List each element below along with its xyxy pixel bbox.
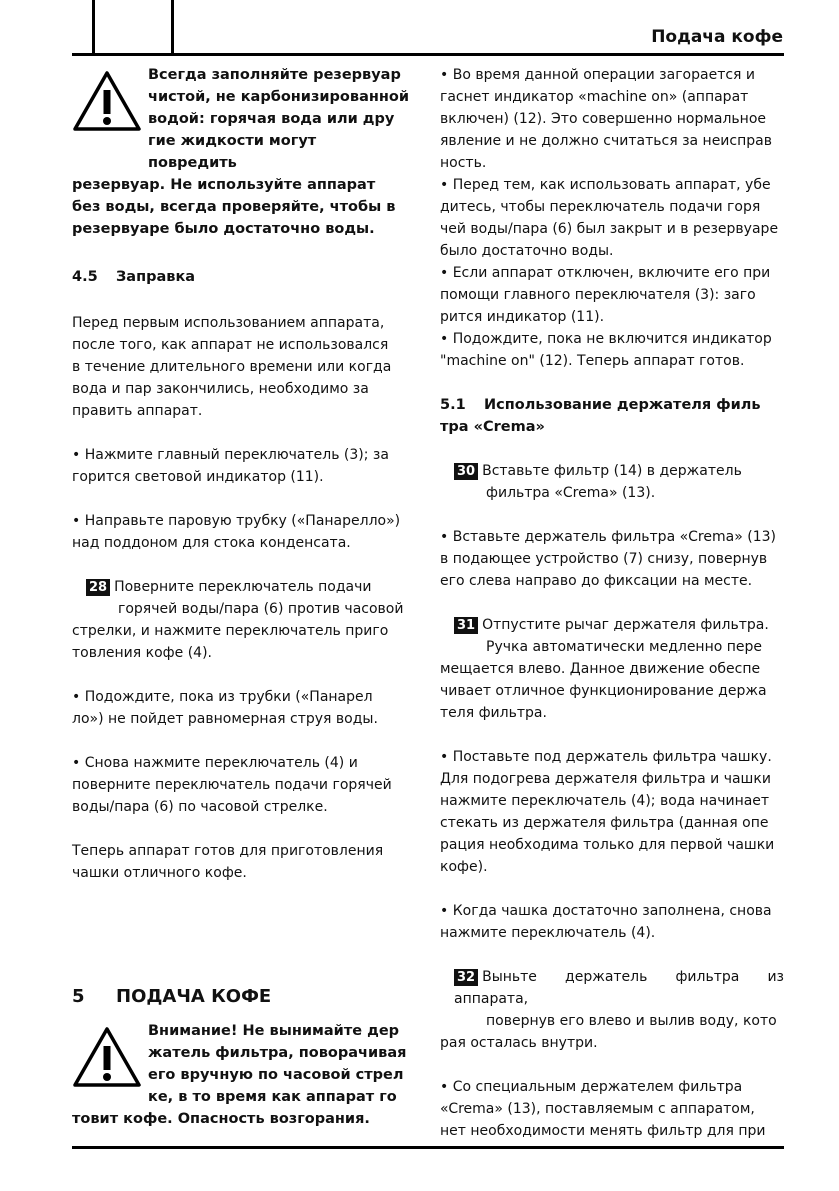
bullet-switch-on — [440, 262, 784, 328]
warning-line: резервуар. Не используйте аппарат — [72, 177, 376, 193]
text-line: чей воды/пара (6) был закрыт и в резервуаре — [440, 221, 779, 237]
step-number-badge: 32 — [454, 969, 478, 986]
section-number: 4.5 — [72, 269, 98, 285]
warning-line: гие жидкости могут повредить — [148, 133, 317, 171]
text-line: • Когда чашка достаточно заполнена, снова — [440, 903, 772, 919]
warning-line: Внимание! Не вынимайте дер — [148, 1023, 400, 1039]
text-line: Выньте держатель фильтра из аппарата, — [454, 969, 784, 1007]
bullet-crema-holder — [440, 1076, 784, 1142]
section-title: Заправка — [116, 269, 196, 285]
text-line: гаснет индикатор «machine on» (аппарат — [440, 89, 749, 105]
paragraph-intro — [72, 312, 410, 422]
text-line: горячей воды/пара (6) против часовой — [118, 601, 404, 617]
step-32 — [440, 966, 784, 1054]
step-number-badge: 28 — [86, 579, 110, 596]
bullet-press-again — [72, 752, 410, 818]
text-line: в подающее устройство (7) снизу, повернув — [440, 551, 768, 567]
text-line: Отпустите рычаг держателя фильтра. — [482, 617, 769, 633]
text-line: рация необходима только для первой чашки — [440, 837, 775, 853]
text-line: • Подождите, пока не включится индикатор — [440, 331, 772, 347]
text-line: • Направьте паровую трубку («Панарелло») — [72, 513, 401, 529]
text-line: ность. — [440, 155, 487, 171]
warning-line: чистой, не карбонизированной — [148, 89, 410, 105]
warning-block-reservoir — [72, 64, 410, 240]
step-30 — [440, 460, 784, 504]
bullet-cup-full — [440, 900, 784, 944]
left-column — [72, 64, 410, 1130]
step-31 — [440, 614, 784, 724]
text-line: • Со специальным держателем фильтра — [440, 1079, 743, 1095]
section-heading-4-5 — [72, 266, 410, 288]
warning-text-full — [72, 1108, 410, 1130]
text-line: явление и не должно считаться за неисправ — [440, 133, 772, 149]
text-line: повернув его влево и вылив воду, кото — [486, 1013, 777, 1029]
text-line: Для подогрева держателя фильтра и чашки — [440, 771, 771, 787]
text-line: • Подождите, пока из трубки («Панарел — [72, 689, 373, 705]
paragraph-ready — [72, 840, 410, 884]
text-line: товления кофе (4). — [72, 645, 212, 661]
section-title: тра «Crema» — [440, 419, 545, 435]
bullet-indicator-blink — [440, 64, 784, 174]
text-line: • Во время данной операции загорается и — [440, 67, 756, 83]
warning-text-full — [72, 174, 410, 240]
text-line: "machine on" (12). Теперь аппарат готов. — [440, 353, 745, 369]
text-line: нажмите переключатель (4). — [440, 925, 656, 941]
text-line: над поддоном для стока конденсата. — [72, 535, 351, 551]
bullet-insert-holder — [440, 526, 784, 592]
step-28 — [72, 576, 410, 664]
text-line: после того, как аппарат не использовался — [72, 337, 389, 353]
section-title: ПОДАЧА КОФЕ — [116, 986, 272, 1007]
section-heading-5-1 — [440, 394, 784, 438]
text-line: рая осталась внутри. — [440, 1035, 598, 1051]
step-number-badge: 31 — [454, 617, 478, 634]
text-line: включен) (12). Это совершенно нормальное — [440, 111, 767, 127]
bullet-place-cup — [440, 746, 784, 878]
text-line: • Поставьте под держатель фильтра чашку. — [440, 749, 772, 765]
warning-line: его вручную по часовой стрел — [148, 1067, 404, 1083]
text-line: рится индикатор (11). — [440, 309, 605, 325]
bullet-wait-water — [72, 686, 410, 730]
text-line: мещается влево. Данное движение обеспе — [440, 661, 761, 677]
text-line: «Crema» (13), поставляемым с аппаратом, — [440, 1101, 755, 1117]
text-line: чивает отличное функционирование держа — [440, 683, 767, 699]
text-line: • Вставьте держатель фильтра «Crema» (13) — [440, 529, 776, 545]
warning-block-filter — [72, 1020, 410, 1130]
text-line: нажмите переключатель (4); вода начинает — [440, 793, 770, 809]
text-line: Поверните переключатель подачи — [114, 579, 372, 595]
warning-triangle-icon — [72, 1026, 142, 1088]
warning-triangle-icon — [72, 70, 142, 132]
warning-line: водой: горячая вода или дру — [148, 111, 395, 127]
text-line: поверните переключатель подачи горячей — [72, 777, 392, 793]
text-line: было достаточно воды. — [440, 243, 614, 259]
step-number-badge: 30 — [454, 463, 478, 480]
text-line: воды/пара (6) по часовой стрелке. — [72, 799, 328, 815]
text-line: его слева направо до фиксации на месте. — [440, 573, 753, 589]
bullet-check-switch — [440, 174, 784, 262]
text-line: стекать из держателя фильтра (данная опе — [440, 815, 769, 831]
text-line: теля фильтра. — [440, 705, 547, 721]
bullet-steam-tube — [72, 510, 410, 554]
warning-line: ке, в то время как аппарат го — [148, 1089, 397, 1105]
text-line: • Снова нажмите переключатель (4) и — [72, 755, 358, 771]
text-line: Теперь аппарат готов для приготовления — [72, 843, 384, 859]
text-line: Ручка автоматически медленно пере — [486, 639, 763, 655]
text-line: чашки отличного кофе. — [72, 865, 247, 881]
text-line: нет необходимости менять фильтр для при — [440, 1123, 766, 1139]
text-line: вода и пар закончились, необходимо за — [72, 381, 369, 397]
text-line: ло») не пойдет равномерная струя воды. — [72, 711, 378, 727]
running-title: Подача кофе — [651, 27, 783, 47]
header-rule — [72, 53, 784, 56]
text-line: Перед первым использованием аппарата, — [72, 315, 385, 331]
warning-line: товит кофе. Опасность возгорания. — [72, 1111, 370, 1127]
text-line: горится световой индикатор (11). — [72, 469, 324, 485]
section-heading-5 — [72, 986, 410, 1008]
footer-rule — [72, 1146, 784, 1149]
warning-line: резервуаре было достаточно воды. — [72, 221, 375, 237]
warning-line: без воды, всегда проверяйте, чтобы в — [72, 199, 396, 215]
text-line: дитесь, чтобы переключатель подачи горя — [440, 199, 761, 215]
text-line: помощи главного переключателя (3): заго — [440, 287, 756, 303]
text-line: • Если аппарат отключен, включите его при — [440, 265, 771, 281]
warning-line: жатель фильтра, поворачивая — [148, 1045, 407, 1061]
text-line: стрелки, и нажмите переключатель приго — [72, 623, 389, 639]
right-column — [440, 64, 784, 1142]
bullet-main-switch — [72, 444, 410, 488]
section-title: Использование держателя филь — [484, 397, 761, 413]
section-number: 5.1 — [440, 397, 466, 413]
text-line: кофе). — [440, 859, 488, 875]
text-line: Вставьте фильтр (14) в держатель — [482, 463, 742, 479]
text-line: править аппарат. — [72, 403, 203, 419]
text-line: фильтра «Crema» (13). — [486, 485, 656, 501]
text-line: в течение длительного времени или когда — [72, 359, 392, 375]
page-tab-box — [92, 0, 174, 56]
text-line: • Нажмите главный переключатель (3); за — [72, 447, 389, 463]
section-number: 5 — [72, 986, 85, 1007]
warning-line: Всегда заполняйте резервуар — [148, 67, 401, 83]
bullet-wait-indicator — [440, 328, 784, 372]
text-line: • Перед тем, как использовать аппарат, убе — [440, 177, 771, 193]
